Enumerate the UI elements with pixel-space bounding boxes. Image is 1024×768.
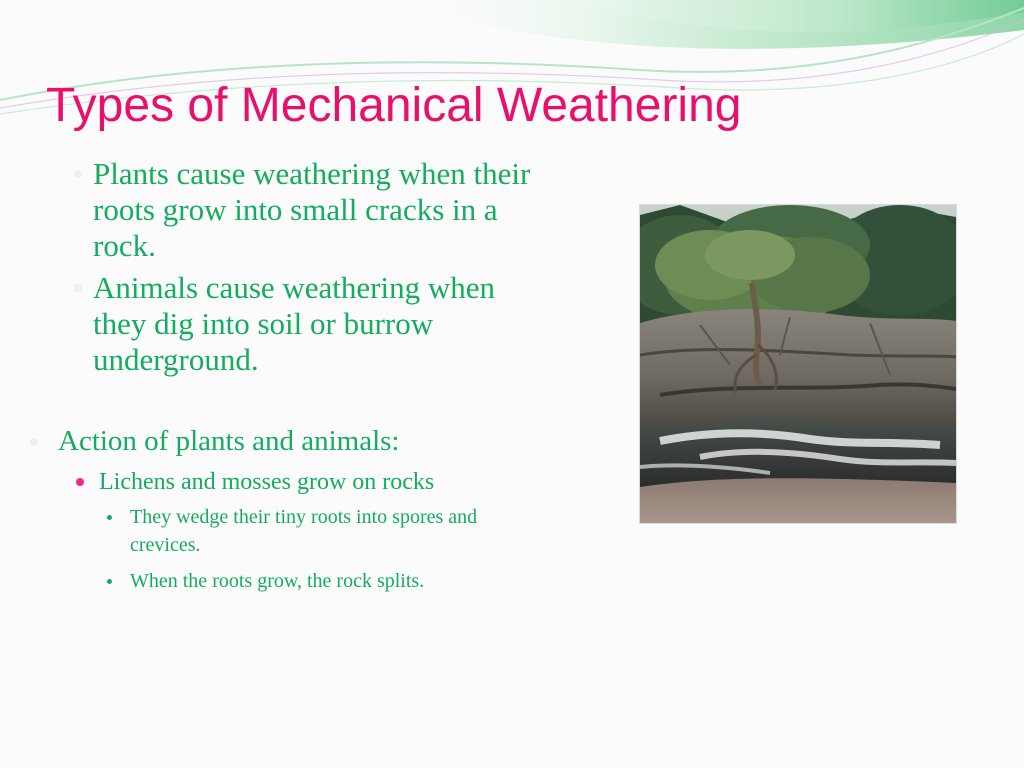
section-heading: Action of plants and animals: [58,425,400,457]
list-item [74,156,544,264]
list-item [74,270,544,378]
sub-point-text: When the roots grow, the rock splits. [130,570,425,592]
sub-heading-item [72,467,628,497]
bullet-icon [74,284,82,292]
bullet-text: Animals cause weathering when they dig into soil or burrow underground. [93,270,496,377]
bullet-icon [107,579,112,584]
bullet-icon [74,170,82,178]
top-bullet-list [74,156,544,384]
bullet-icon [30,438,38,446]
pink-bullet-icon [76,478,84,486]
bullet-icon [107,515,112,520]
tree-on-rock-photo [640,205,956,523]
sub-point-list [103,503,628,595]
bullet-text: Plants cause weathering when their roots grow into small cracks in a rock. [93,156,531,263]
list-item [103,503,550,559]
action-section [28,423,628,603]
list-item [103,567,550,595]
photo-illustration [640,205,956,523]
sub-heading: Lichens and mosses grow on rocks [99,469,435,495]
sub-point-text: They wedge their tiny roots into spores and crevices. [130,506,478,556]
slide-title: Types of Mechanical Weathering [46,79,742,132]
section-heading-item [28,423,628,459]
